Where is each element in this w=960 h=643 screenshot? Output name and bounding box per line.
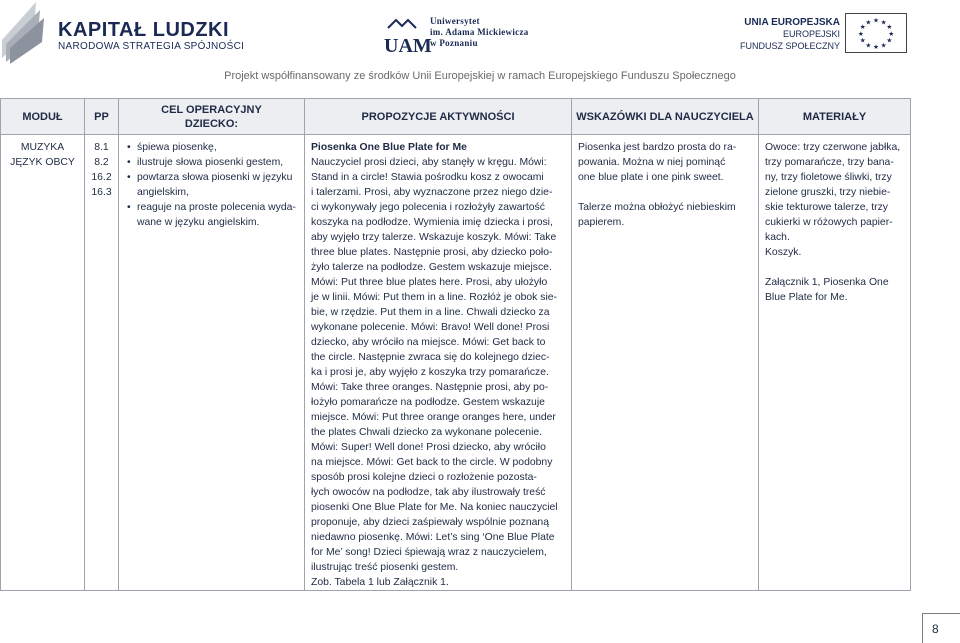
- activity-line: aby wyjęło trzy talerze. Wskazuje koszyk. Mówi: Take: [311, 232, 557, 243]
- pp-item: 16.3: [91, 187, 112, 198]
- svg-text:★: ★: [865, 41, 872, 50]
- material-line: Blue Plate for Me.: [765, 292, 848, 303]
- activity-line: sposób prosi kolejne dzieci o rozłożenie pozosta-: [311, 472, 537, 483]
- page-number: 8: [922, 613, 960, 643]
- svg-text:★: ★: [880, 18, 887, 27]
- cell-activities: [305, 135, 572, 591]
- activity-line: niedawno piosenkę. Mówi: Let’s sing ‘One Blue Plate: [311, 532, 555, 543]
- activity-line: koszyka na podłodze. Wymienia imię dziecka i prosi,: [311, 217, 553, 228]
- header-materialy: MATERIAŁY: [759, 99, 911, 135]
- materials-body: [765, 140, 904, 305]
- material-line: [765, 260, 904, 275]
- uam-crest-icon: [384, 16, 432, 58]
- modul-line: JĘZYK OBCY: [10, 157, 75, 168]
- activity-line: ilustrując treść piosenki gestem.: [311, 562, 459, 573]
- activity-table: [0, 98, 910, 588]
- eu-line-1: UNIA EUROPEJSKA: [744, 17, 840, 28]
- activity-line: miejsce. Mówi: Put three orange oranges here, under: [311, 412, 556, 423]
- goals-list: [125, 140, 298, 230]
- university-line-3: w Poznaniu: [430, 38, 478, 48]
- activity-line: Stand in a circle! Stawia pośrodku kosz z owocami: [311, 172, 544, 183]
- svg-text:★: ★: [888, 29, 895, 38]
- activity-line: Mówi: Super! Well done! Prosi dziecko, aby wróciło: [311, 442, 546, 453]
- activity-line: Mówi: Put three blue plates here. Prosi, aby ułożyło: [311, 277, 548, 288]
- activity-line: the circle. Następnie zwraca się do kolejnego dziec-: [311, 352, 550, 363]
- activity-line: proponuje, aby dzieci zaśpiewały wspólnie poznaną: [311, 517, 549, 528]
- activity-line: for Me’ song! Dzieci śpiewają wraz z nauczycielem,: [311, 547, 547, 558]
- goal-text: • śpiewa piosenkę,: [137, 142, 217, 153]
- eu-fund-label: [740, 17, 840, 52]
- kapital-ludzki-title: KAPITAŁ LUDZKI: [58, 19, 230, 41]
- svg-text:★: ★: [873, 43, 879, 52]
- tips-body: [578, 140, 752, 230]
- goal-text: • reaguje na proste polecenia wyda-: [137, 202, 296, 213]
- material-line: zielone gruszki, trzy niebie-: [765, 187, 891, 198]
- svg-text:★: ★: [873, 16, 879, 25]
- activity-line: łych owoców na podłodze, tak aby ilustrowały treść: [311, 487, 546, 498]
- activity-line: na miejsce. Mówi: Get back to the circle. W podobny: [311, 457, 553, 468]
- activity-line: dziecko, aby wróciło na miejsce. Mówi: Get back to: [311, 337, 546, 348]
- activity-line: i talerzami. Prosi, aby wyznaczone przez niego dzie-: [311, 187, 553, 198]
- goal-text: wane w języku angielskim.: [137, 217, 260, 228]
- material-line: skie tekturowe talerze, trzy: [765, 202, 888, 213]
- university-line-2: im. Adama Mickiewicza: [430, 27, 529, 37]
- goal-item: [125, 200, 298, 230]
- goal-item: [125, 155, 298, 170]
- tip-line: Piosenka jest bardzo prosta do ra-: [578, 142, 737, 153]
- kapital-ludzki-emblem-icon: [0, 0, 46, 64]
- activity-line: Mówi: Take three oranges. Następnie prosi, aby po-: [311, 382, 549, 393]
- tip-line: papierem.: [578, 217, 625, 228]
- material-line: ny, trzy fioletowe śliwki, trzy: [765, 172, 892, 183]
- eu-line-3: FUNDUSZ SPOŁECZNY: [739, 41, 840, 51]
- tip-line: one blue plate i one pink sweet.: [578, 172, 724, 183]
- modul-line: MUZYKA: [20, 142, 65, 153]
- kapital-ludzki-subtitle: NARODOWA STRATEGIA SPÓJNOŚCI: [58, 41, 245, 52]
- material-line: Koszyk.: [765, 247, 802, 258]
- svg-text:★: ★: [859, 36, 866, 45]
- eu-flag-icon: [845, 13, 907, 53]
- material-line: Załącznik 1, Piosenka One: [765, 277, 889, 288]
- university-name: [430, 16, 529, 49]
- material-line: trzy pomarańcze, trzy bana-: [765, 157, 894, 168]
- goal-item: [125, 170, 298, 200]
- activity-line: piosenki One Blue Plate for Me. Na koniec nauczyciel: [311, 502, 558, 513]
- activity-line: bie, w rzędzie. Put them in a line. Chwali dziecko za: [311, 307, 550, 318]
- svg-text:★: ★: [886, 36, 893, 45]
- activity-line: łożyło pomarańcze na podłodze. Gestem wskazuje: [311, 397, 545, 408]
- goal-text: • powtarza słowa piosenki w języku: [137, 172, 293, 183]
- material-line: Owoce: trzy czerwone jabłka,: [765, 142, 901, 153]
- pp-item: 8.2: [94, 157, 109, 168]
- header-cel-line-2: DZIECKO:: [184, 117, 239, 130]
- pp-item: 16.2: [91, 172, 112, 183]
- activity-line: ka i prosi je, aby wyjęło z koszyka trzy pomarańcze.: [311, 367, 549, 378]
- project-funding-line: Projekt współfinansowany ze środków Unii Europejskiej w ramach Europejskiego Funduszu Społecznego: [224, 70, 736, 82]
- cell-pp: [85, 135, 119, 591]
- cell-modul: [1, 135, 85, 591]
- header-modul: MODUŁ: [1, 99, 85, 135]
- tip-line: [578, 185, 752, 200]
- activity-line: żyło talerze na podłodze. Gestem wskazuje miejsce.: [311, 262, 552, 273]
- header-propozycje: PROPOZYCJE AKTYWNOŚCI: [305, 99, 572, 135]
- svg-text:UAM: UAM: [384, 35, 432, 57]
- header-pp: PP: [85, 99, 119, 135]
- page-header: [0, 0, 960, 97]
- activity-line: the plates Chwali dziecko za wykonane polecenie.: [311, 427, 543, 438]
- cell-materials: [759, 135, 911, 591]
- cell-tips: [572, 135, 759, 591]
- pp-item: 8.1: [94, 142, 109, 153]
- material-line: kach.: [765, 232, 790, 243]
- activity-line: wykonane polecenie. Mówi: Bravo! Well done! Prosi: [311, 322, 550, 333]
- svg-text:★: ★: [857, 29, 864, 38]
- header-cel-line-1: CEL OPERACYJNY: [161, 103, 262, 116]
- goal-item: [125, 140, 298, 155]
- goal-text: angielskim,: [137, 187, 189, 198]
- header-wskazowki: WSKAZÓWKI DLA NAUCZYCIELA: [572, 99, 759, 135]
- activity-body: [311, 155, 565, 590]
- activity-title: Piosenka One Blue Plate for Me: [311, 142, 467, 153]
- activity-line: Nauczyciel prosi dzieci, aby stanęły w kręgu. Mówi:: [311, 157, 547, 168]
- university-line-1: Uniwersytet: [430, 16, 480, 26]
- svg-text:★: ★: [880, 41, 887, 50]
- header-cel: [119, 99, 305, 135]
- table-header-row: [1, 99, 911, 135]
- goal-text: • ilustruje słowa piosenki gestem,: [137, 157, 284, 168]
- svg-text:★: ★: [859, 23, 866, 32]
- eu-line-2: EUROPEJSKI: [782, 29, 840, 39]
- material-line: cukierki w różowych papier-: [765, 217, 893, 228]
- svg-text:★: ★: [886, 23, 893, 32]
- cell-goals: [119, 135, 305, 591]
- activity-line: je w linii. Mówi: Put them in a line. Rozłóż je obok sie-: [311, 292, 558, 303]
- tip-line: powania. Można w niej pominąć: [578, 157, 726, 168]
- activity-line: three blue plates. Następnie prosi, aby dziecko poło-: [311, 247, 553, 258]
- activity-line: ci wykonywały jego polecenia i rozłożyły zawartość: [311, 202, 545, 213]
- tip-line: Talerze można obłożyć niebieskim: [578, 202, 736, 213]
- table-row: [1, 135, 911, 591]
- svg-text:★: ★: [865, 18, 872, 27]
- activity-line: Zob. Tabela 1 lub Załącznik 1.: [311, 577, 449, 588]
